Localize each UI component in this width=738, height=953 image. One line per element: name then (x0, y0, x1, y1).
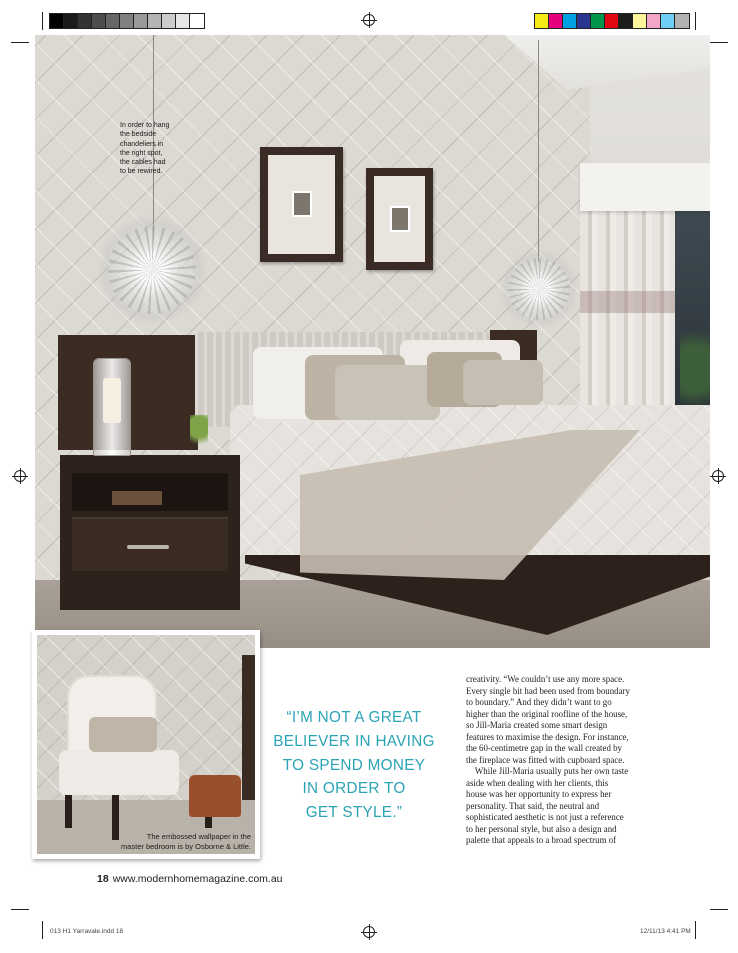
cushion (463, 360, 543, 405)
grey-scale-bar (49, 13, 205, 29)
color-swatch (661, 14, 675, 28)
grey-swatch (148, 14, 162, 28)
color-swatch (605, 14, 619, 28)
color-swatch (647, 14, 661, 28)
caption-line: the bedside (120, 131, 157, 139)
bedside-table (60, 455, 240, 610)
grey-swatch (190, 14, 204, 28)
body-line: features to maximise the design. For instance, (466, 731, 629, 742)
caption-line: to be rewired. (120, 168, 163, 176)
photo-caption (120, 121, 182, 177)
body-line: the 60-centimetre gap in the wall created by (466, 743, 622, 753)
body-line: higher than the original roofline of the house, (466, 708, 628, 719)
chandelier-right (500, 250, 578, 328)
caption-line: The embossed wallpaper in the (146, 832, 251, 841)
crop-mark (695, 921, 696, 939)
body-line: While Jill-Maria usually puts her own taste (466, 766, 629, 776)
grey-swatch (78, 14, 92, 28)
website-url: www.modernhomemagazine.com.au (112, 873, 283, 885)
pelmet (580, 163, 710, 211)
body-line: to her personal style, but also a design and (466, 823, 617, 834)
body-line: personality. That said, the neutral and (466, 800, 600, 811)
grey-swatch (134, 14, 148, 28)
cushion (89, 717, 157, 752)
pull-quote-line: IN ORDER TO (302, 780, 406, 798)
caption-line: master bedroom is by Osborne & Little. (120, 841, 251, 851)
small-plant (190, 415, 208, 455)
pull-quote-line: GET STYLE.” (305, 804, 403, 822)
registration-mark-icon (712, 470, 724, 482)
grey-swatch (64, 14, 78, 28)
color-bar (534, 13, 690, 29)
page-number: 18 (97, 873, 109, 885)
body-line: aside when dealing with her clients, this (466, 777, 609, 788)
body-line: the fireplace was fitted with cupboard space. (466, 754, 625, 765)
color-swatch (535, 14, 549, 28)
crop-mark (710, 42, 728, 43)
crop-mark (11, 909, 29, 910)
door-frame (242, 655, 255, 815)
crop-mark (42, 921, 43, 939)
chandelier-left (97, 215, 207, 325)
body-line: Every single bit had been used from boundary (466, 685, 630, 696)
grey-swatch (92, 14, 106, 28)
inset-photo (32, 630, 260, 859)
inset-caption (37, 832, 251, 851)
caption-line: In order to hang (120, 122, 170, 129)
pull-quote-line: “I’M NOT A GREAT (286, 709, 422, 726)
page-folio (97, 873, 283, 885)
armchair-photo (37, 635, 255, 854)
body-line: creativity. “We couldn’t use any more space. (466, 674, 625, 684)
crop-mark (710, 909, 728, 910)
caption-line: chandeliers in (120, 140, 164, 148)
body-line: sophisticated aesthetic is not just a reference (466, 812, 624, 822)
candle (103, 378, 121, 423)
registration-mark-icon (363, 14, 375, 26)
color-swatch (675, 14, 689, 28)
grey-swatch (120, 14, 134, 28)
pull-quote (270, 706, 438, 825)
body-line: house was her opportunity to express her (466, 789, 612, 799)
slug-file: 013 H1 Yarravale.indd 18 (50, 928, 124, 935)
picture-frame-left (260, 147, 343, 262)
armchair-seat (59, 750, 179, 795)
article-body (466, 674, 646, 847)
curtain-band (580, 291, 675, 313)
body-line: so Jill-Maria created some smart design (466, 720, 608, 730)
crop-mark (11, 42, 29, 43)
outdoor-plant (680, 315, 710, 405)
color-swatch (591, 14, 605, 28)
cushion (335, 365, 440, 420)
grey-swatch (50, 14, 64, 28)
chandelier-cable (538, 40, 539, 262)
caption-line: the cables had (120, 159, 166, 167)
body-line: to boundary.” And they didn’t want to go (466, 697, 612, 707)
handbag (189, 775, 241, 817)
grey-swatch (162, 14, 176, 28)
color-swatch (577, 14, 591, 28)
pull-quote-line: TO SPEND MONEY (282, 756, 426, 774)
registration-mark-icon (363, 926, 375, 938)
caption-line: the right spot, (120, 149, 163, 157)
color-swatch (633, 14, 647, 28)
picture-frame-right (366, 168, 433, 270)
grey-swatch (106, 14, 120, 28)
crop-mark (42, 12, 43, 30)
color-swatch (563, 14, 577, 28)
body-line: palette that appeals to a broad spectrum of (466, 835, 617, 845)
color-swatch (619, 14, 633, 28)
main-bedroom-photo (35, 35, 710, 648)
registration-mark-icon (14, 470, 26, 482)
grey-swatch (176, 14, 190, 28)
color-swatch (549, 14, 563, 28)
pull-quote-line: BELIEVER IN HAVING (273, 732, 435, 750)
crop-mark (695, 12, 696, 30)
slug-date: 12/11/13 4:41 PM (640, 928, 691, 935)
